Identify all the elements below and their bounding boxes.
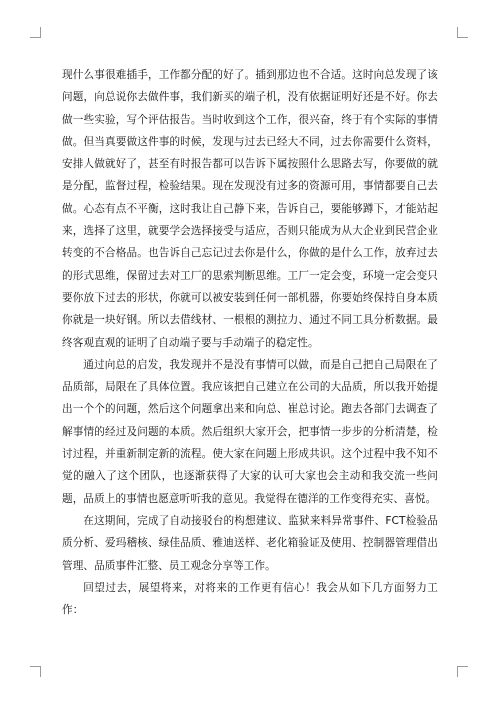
document-body [62, 64, 438, 621]
paragraph-1: 现什么事很难插手，工作都分配的好了。插到那边也不合适。这时向总发现了该问题，向总说你去做件事，我们新买的端子机，没有依据证明好还是不好。你去做一些实验，写个评估报告。当时收到这个工作，很兴奋，终于有个实际的事情做。但当真要做这件事的时候，发现与过去已经大不同，过去你需要什么资料，安排人做就好了，甚至有时报告都可以告诉下属按照什么思路去写，你要做的就是分配，监督过程，检验结果。现在发现没有过多的资源可用，事情都要自己去做。心态有点不平衡，这时我让自己静下来，告诉自己，要能够蹲下，才能站起来，选择了这里，就要学会选择接受与适应，否则只能成为从大企业到民营企业转变的不合格品。也告诉自己忘记过去你是什么，你做的是什么工作，放弃过去的形式思维，保留过去对工厂的思索判断思维。工厂一定会变，环境一定会变只要你放下过去的形状，你就可以被安装到任何一部机器，你要始终保持自身本质你就是一块好钢。所以去借线材、一根根的测拉力、通过不同工具分析数据。最终客观直观的证明了自动端子要与手动端子的稳定性。 [62, 69, 438, 349]
crop-mark-bottom-right [457, 666, 468, 677]
crop-mark-top-right [457, 27, 468, 38]
paragraph-2: 通过向总的启发，我发现并不是没有事情可以做，而是自己把自己局限在了品质部，局限在了具体位置。我应该把自己建立在公司的大品质，所以我开始提出一个个的问题，然后这个问题拿出来和向总、崔总讨论。跑去各部门去调查了解事情的经过及问题的本质。然后组织大家开会，把事情一步步的分析清楚，检讨过程，并重新制定新的流程。使大家在问题上形成共识。这个过程中我不知不觉的融入了这个团队，也逐渐获得了大家的认可大家也会主动和我交流一些问题，品质上的事情也愿意听听我的意见。我觉得在德洋的工作变得充实、喜悦。 [62, 358, 438, 505]
paragraph-3: 在这期间，完成了自动接驳台的构想建议、监狱来料异常事件、FCT检验品质分析、爱玛稽核、绿佳品质、雅迪送样、老化箱验证及使用、控制器管理借出管理、品质事件汇整、员工观念分享等工作。 [62, 514, 438, 572]
paragraph-4: 回望过去，展望将来，对将来的工作更有信心！我会从如下几方面努力工作： [62, 581, 438, 617]
crop-mark-bottom-left [30, 666, 41, 677]
crop-mark-top-left [30, 27, 41, 38]
